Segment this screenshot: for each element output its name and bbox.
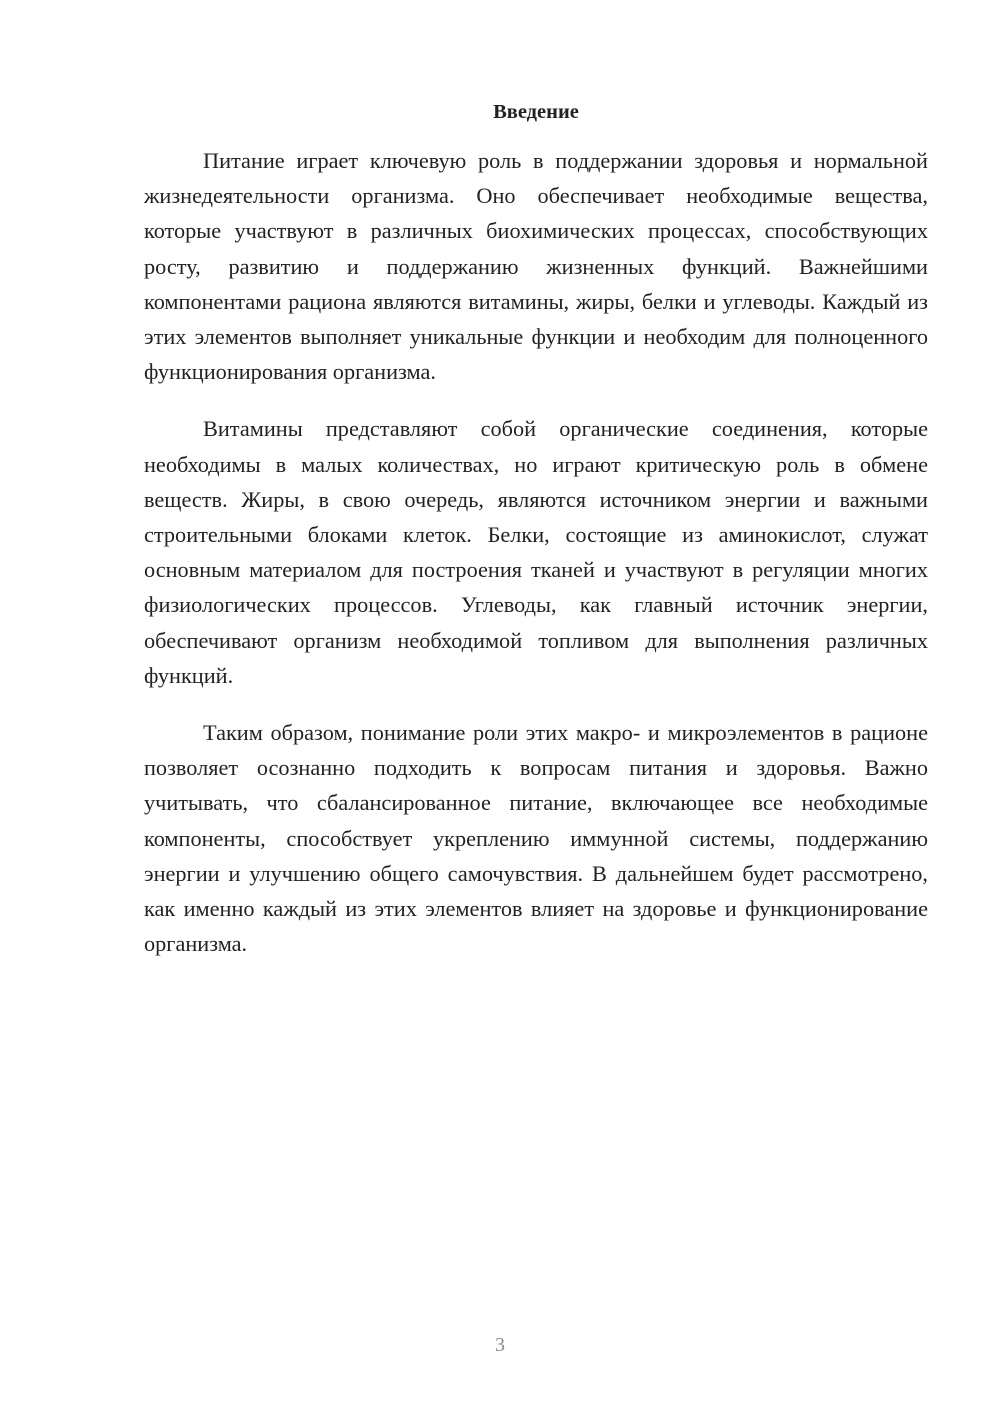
paragraph-3: Таким образом, понимание роли этих макро- и микроэлементов в рационе позволяет осознанно подходить к вопросам питания и здоровья. Важно учитывать, что сбалансированное питание, включающее все необходимые компоненты, способствует укреплению иммунной системы, поддержанию энергии и улучшению общего самочувствия. В дальнейшем будет рассмотрено, как именно каждый из этих элементов влияет на здоровье и функционирование организма. bbox=[144, 720, 928, 957]
section-heading: Введение bbox=[493, 101, 579, 123]
page-number: 3 bbox=[495, 1334, 505, 1356]
body-text bbox=[144, 143, 928, 983]
paragraph-2: Витамины представляют собой органические соединения, которые необходимы в малых количествах, но играют критическую роль в обмене веществ. Жиры, в свою очередь, являются источником энергии и важными строительными блоками клеток. Белки, состоящие из аминокислот, служат основным материалом для построения тканей и участвуют в регуляции многих физиологических процессов. Углеводы, как главный источник энергии, обеспечивают организм необходимой топливом для выполнения различных функций. bbox=[144, 416, 928, 688]
paragraph-1: Питание играет ключевую роль в поддержании здоровья и нормальной жизнедеятельности организма. Оно обеспечивает необходимые вещества, которые участвуют в различных биохимических процессах, способствующих росту, развитию и поддержанию жизненных функций. Важнейшими компонентами рациона являются витамины, жиры, белки и углеводы. Каждый из этих элементов выполняет уникальные функции и необходим для полноценного функционирования организма. bbox=[144, 148, 928, 385]
